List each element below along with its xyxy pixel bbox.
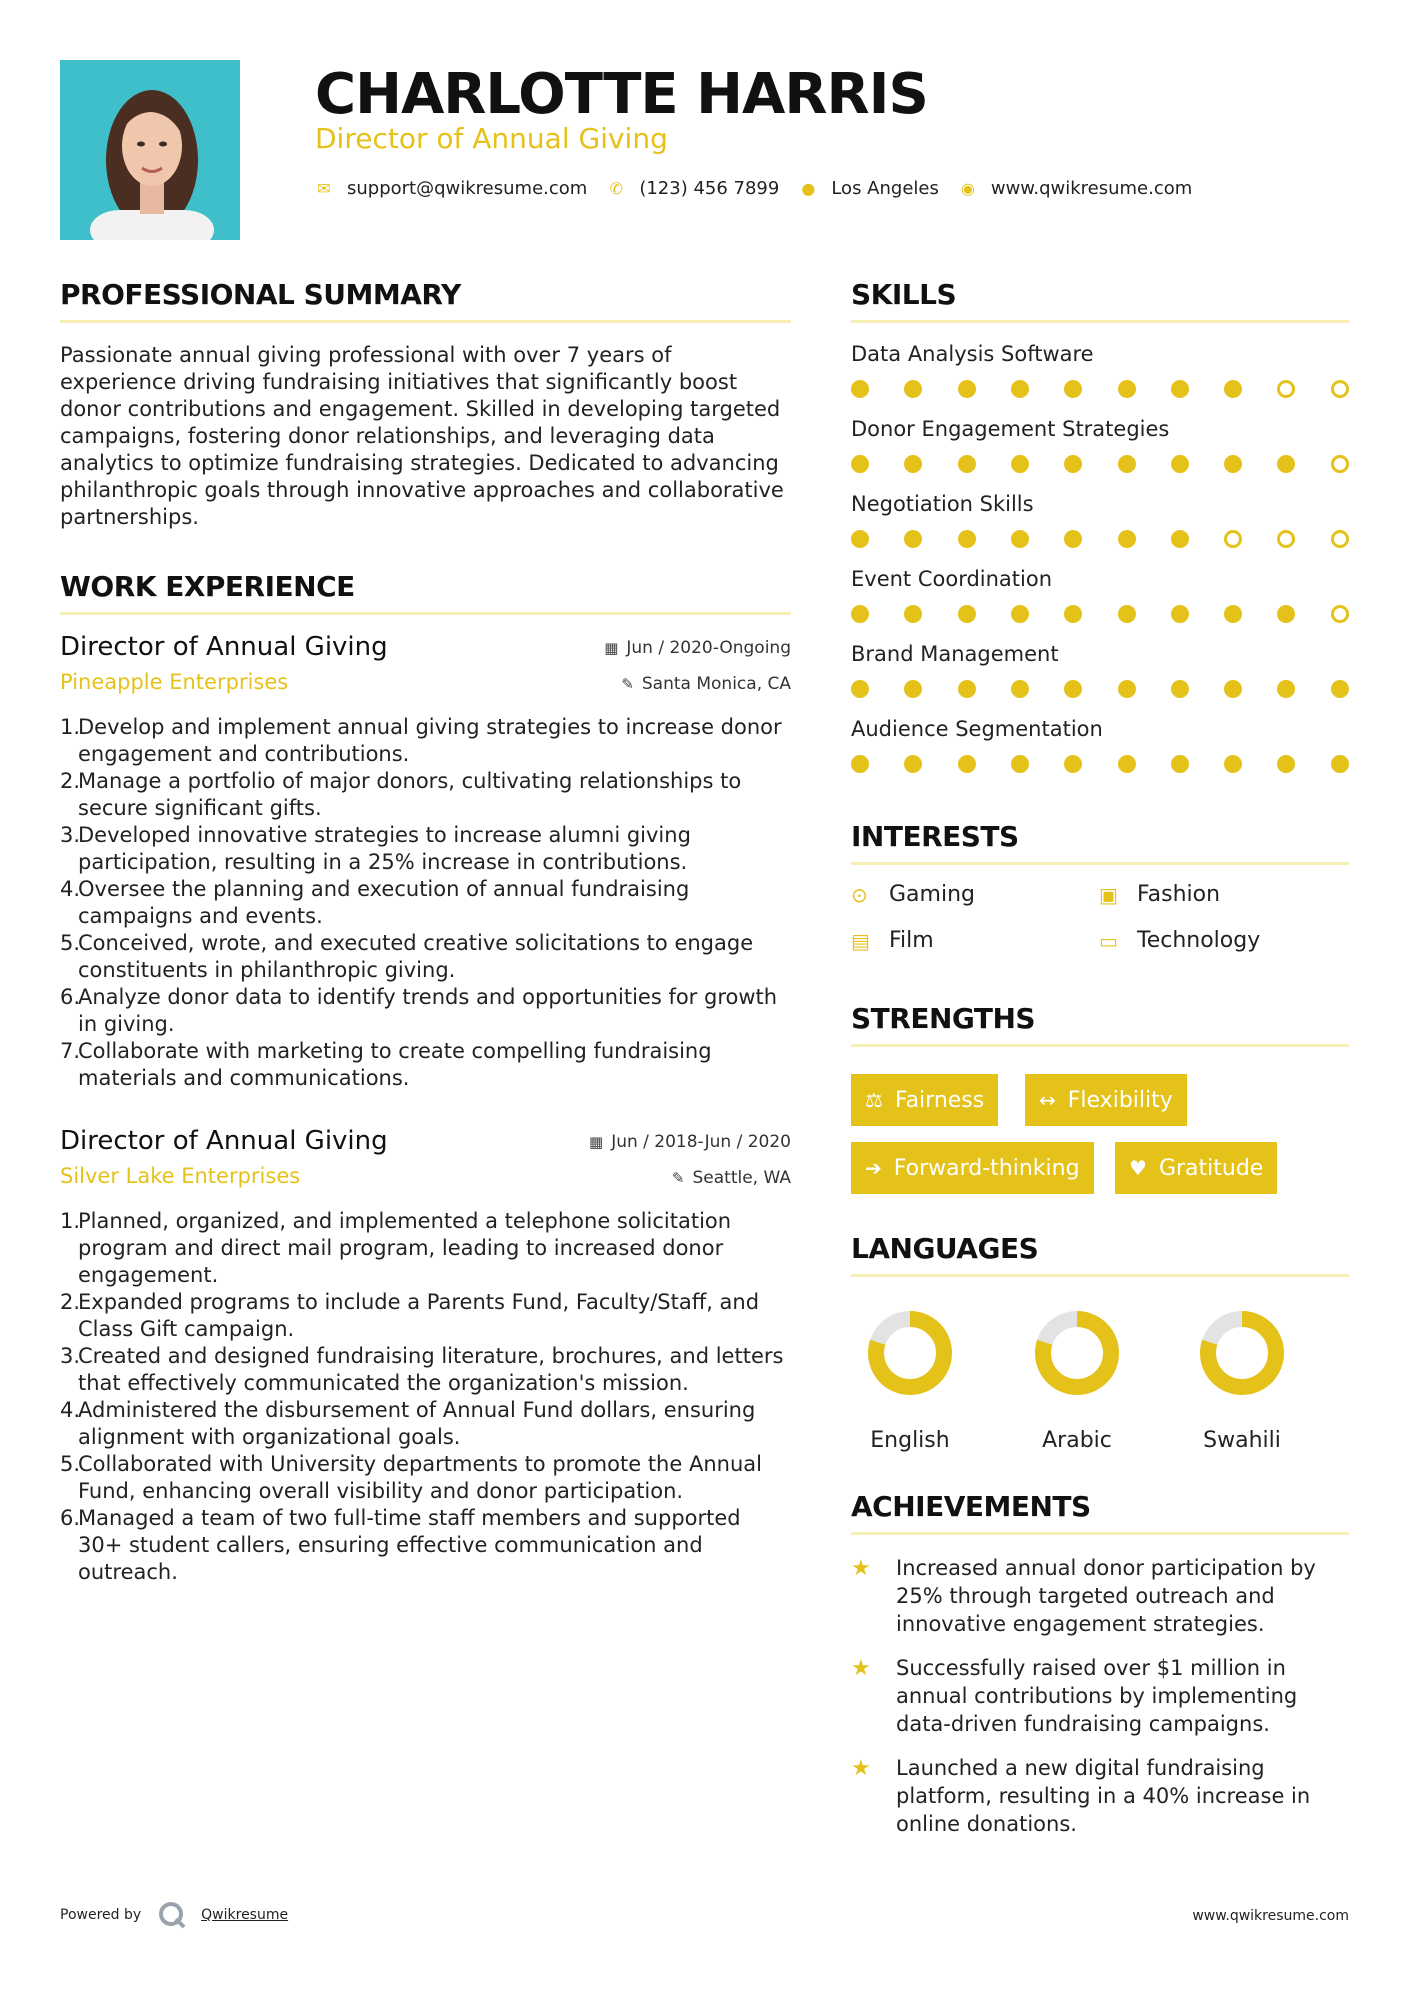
skill-dot-empty: [1331, 455, 1349, 473]
language-gauge: [865, 1308, 955, 1398]
list-item: 3. Created and designed fundraising literature, brochures, and letters that effectively communicated the organization's mission.: [60, 1344, 784, 1395]
job-location: [621, 674, 791, 694]
skill-dot-filled: [1224, 755, 1242, 773]
email-text: support@qwikresume.com: [347, 178, 588, 199]
language-name: English: [870, 1428, 950, 1453]
skill-name: Audience Segmentation: [851, 717, 1103, 741]
job-location-text: Seattle, WA: [692, 1168, 791, 1188]
shooting-star-icon: ★: [851, 1556, 871, 1581]
language-name: Swahili: [1203, 1428, 1281, 1453]
interest-item: [851, 882, 975, 907]
skills-heading: SKILLS: [851, 278, 957, 311]
list-item: 6. Managed a team of two full-time staff members and supported 30+ student callers, ensuring effective communication and outreach.: [60, 1506, 741, 1584]
strength-label: Fairness: [894, 1087, 985, 1113]
skill-dot-filled: [1331, 680, 1349, 698]
job-location-text: Santa Monica, CA: [641, 674, 791, 694]
skill-dot-filled: [958, 680, 976, 698]
skill-rating: [851, 680, 1349, 698]
skill-dot-empty: [1277, 530, 1295, 548]
interests-heading: INTERESTS: [851, 820, 1019, 853]
strength-label: Flexibility: [1067, 1087, 1173, 1113]
experience-divider: [60, 612, 791, 615]
skill-dot-filled: [958, 605, 976, 623]
skill-dot-filled: [851, 755, 869, 773]
candidate-role: Director of Annual Giving: [315, 122, 668, 155]
skill-dot-filled: [1064, 380, 1082, 398]
skill-dot-filled: [1064, 755, 1082, 773]
skill-dot-filled: [1118, 530, 1136, 548]
summary-heading: PROFESSIONAL SUMMARY: [60, 278, 461, 311]
skill-dot-filled: [1277, 605, 1295, 623]
achievement-item: [851, 1654, 1349, 1738]
skill-row: [851, 492, 1349, 522]
skill-dot-filled: [958, 755, 976, 773]
skill-dot-filled: [1011, 530, 1029, 548]
strength-tag: [1025, 1074, 1187, 1126]
job-title: Director of Annual Giving: [60, 632, 388, 662]
skill-dot-filled: [851, 455, 869, 473]
skill-dot-filled: [851, 380, 869, 398]
skill-name: Event Coordination: [851, 567, 1053, 591]
contact-email[interactable]: [315, 178, 587, 199]
skill-dot-filled: [1011, 680, 1029, 698]
job-date-text: Jun / 2018-Jun / 2020: [611, 1132, 791, 1152]
shopping-bag-icon: ▣: [1099, 882, 1118, 907]
skill-dot-filled: [1064, 530, 1082, 548]
contact-bar: [315, 178, 1212, 199]
calendar-icon: ▦: [589, 1133, 604, 1151]
job-company: Pineapple Enterprises: [60, 670, 289, 694]
skill-dot-filled: [1118, 755, 1136, 773]
skill-dot-filled: [1011, 605, 1029, 623]
job-entry: [60, 1126, 791, 1646]
skill-dot-filled: [1064, 455, 1082, 473]
skill-rating: [851, 530, 1349, 548]
pin-icon: ✎: [671, 1169, 685, 1187]
skill-dot-filled: [1171, 605, 1189, 623]
job-entry: [60, 632, 791, 1102]
skill-dot-empty: [1331, 530, 1349, 548]
skill-name: Negotiation Skills: [851, 492, 1034, 516]
language-item: [1022, 1308, 1132, 1453]
job-title: Director of Annual Giving: [60, 1126, 388, 1156]
summary-divider: [60, 320, 791, 323]
skill-row: [851, 567, 1349, 597]
language-item: [1187, 1308, 1297, 1453]
achievement-text: Successfully raised over $1 million in annual contributions by implementing data-driven fundraising campaigns.: [896, 1656, 1298, 1736]
list-item: 1. Planned, organized, and implemented a telephone solicitation program and direct mail program, leading to increased donor engagement.: [60, 1209, 732, 1287]
arrow-right-icon: ➔: [865, 1156, 882, 1180]
interest-label: Fashion: [1137, 882, 1221, 907]
skill-dot-filled: [1118, 380, 1136, 398]
skill-rating: [851, 605, 1349, 623]
contact-location: [799, 178, 939, 199]
skill-name: Data Analysis Software: [851, 342, 1094, 366]
summary-text: Passionate annual giving professional with over 7 years of experience driving fundraising initiatives that significantly boost donor contributions and engagement. Skilled in developing targeted campaigns, fostering donor relationships, and leveraging data analytics to optimize fundraising strategies. Dedicated to advancing philanthropic goals through innovative approaches and collaborative partnerships.: [60, 343, 784, 529]
skill-dot-filled: [1171, 530, 1189, 548]
skills-divider: [851, 320, 1349, 323]
candidate-name: CHARLOTTE HARRIS: [315, 62, 928, 127]
skill-dot-filled: [1064, 605, 1082, 623]
interest-item: [1099, 882, 1220, 907]
achievements-divider: [851, 1532, 1349, 1535]
list-item: 4. Oversee the planning and execution of annual fundraising campaigns and events.: [60, 877, 690, 928]
skill-dot-filled: [1171, 680, 1189, 698]
envelope-icon: ✉: [317, 179, 331, 198]
strength-label: Gratitude: [1158, 1155, 1264, 1181]
brand-link[interactable]: Qwikresume: [201, 1907, 289, 1923]
job-date: [604, 638, 791, 658]
skill-dot-empty: [1331, 605, 1349, 623]
profile-photo: [60, 60, 240, 240]
skill-dot-filled: [1064, 680, 1082, 698]
skill-dot-filled: [1224, 680, 1242, 698]
skill-name: Donor Engagement Strategies: [851, 417, 1170, 441]
footer-branding: [60, 1900, 288, 1930]
skill-rating: [851, 755, 1349, 773]
footer-website[interactable]: www.qwikresume.com: [1192, 1908, 1349, 1924]
arrows-horizontal-icon: ↔: [1039, 1088, 1056, 1112]
language-name: Arabic: [1042, 1428, 1112, 1453]
calendar-icon: ▦: [604, 639, 619, 657]
skill-dot-filled: [1118, 680, 1136, 698]
skill-dot-filled: [1171, 455, 1189, 473]
skill-dot-filled: [1171, 755, 1189, 773]
pin-icon: ✎: [621, 675, 634, 693]
skill-dot-filled: [1277, 455, 1295, 473]
skill-dot-filled: [851, 680, 869, 698]
skill-dot-filled: [1277, 680, 1295, 698]
strength-tag: [1115, 1142, 1277, 1194]
skill-dot-empty: [1224, 530, 1242, 548]
list-item: 2. Manage a portfolio of major donors, cultivating relationships to secure significant gifts.: [60, 769, 742, 820]
skill-dot-filled: [851, 530, 869, 548]
skill-dot-filled: [904, 755, 922, 773]
skill-dot-filled: [1331, 755, 1349, 773]
interests-divider: [851, 862, 1349, 865]
heart-icon: ♥: [1129, 1156, 1147, 1180]
skill-dot-filled: [958, 380, 976, 398]
language-gauge: [1197, 1308, 1287, 1398]
list-item: 5. Collaborated with University departments to promote the Annual Fund, enhancing overall visibility and donor participation.: [60, 1452, 762, 1503]
skill-dot-filled: [1118, 605, 1136, 623]
skill-dot-filled: [904, 605, 922, 623]
achievements-heading: ACHIEVEMENTS: [851, 1490, 1091, 1523]
skill-dot-empty: [1277, 380, 1295, 398]
avatar: [60, 60, 240, 240]
contact-website[interactable]: [959, 178, 1192, 199]
list-item: 3. Developed innovative strategies to increase alumni giving participation, resulting in a 25% increase in contributions.: [60, 823, 691, 874]
strength-label: Forward-thinking: [893, 1155, 1080, 1181]
phone-text: (123) 456 7899: [639, 178, 780, 199]
list-item: 2. Expanded programs to include a Parents Fund, Faculty/Staff, and Class Gift campaign.: [60, 1290, 760, 1341]
gamepad-icon: ⊙: [851, 882, 868, 907]
strengths-heading: STRENGTHS: [851, 1002, 1036, 1035]
balance-scale-icon: ⚖: [865, 1088, 883, 1112]
skill-dot-filled: [1224, 455, 1242, 473]
list-item: 1. Develop and implement annual giving strategies to increase donor engagement and contributions.: [60, 715, 782, 766]
languages-divider: [851, 1274, 1349, 1277]
languages-heading: LANGUAGES: [851, 1232, 1039, 1265]
achievement-item: [851, 1754, 1349, 1838]
qwikresume-logo-icon: [157, 1900, 187, 1930]
skill-dot-filled: [958, 455, 976, 473]
strength-tag: [851, 1074, 998, 1126]
skill-rating: [851, 455, 1349, 473]
skill-dot-filled: [904, 380, 922, 398]
strength-tag: [851, 1142, 1094, 1194]
experience-heading: WORK EXPERIENCE: [60, 570, 355, 603]
strengths-divider: [851, 1044, 1349, 1047]
globe-icon: ◉: [960, 179, 975, 198]
list-item: 4. Administered the disbursement of Annual Fund dollars, ensuring alignment with organizational goals.: [60, 1398, 756, 1449]
interest-item: [1099, 928, 1260, 953]
achievement-item: [851, 1554, 1349, 1638]
shooting-star-icon: ★: [851, 1656, 871, 1681]
skill-dot-filled: [1011, 755, 1029, 773]
skill-dot-filled: [851, 605, 869, 623]
skill-name: Brand Management: [851, 642, 1059, 666]
film-icon: ▤: [851, 928, 870, 953]
interest-item: [851, 928, 934, 953]
skill-dot-filled: [1118, 455, 1136, 473]
phone-icon: ✆: [609, 179, 624, 198]
achievement-text: Increased annual donor participation by 25% through targeted outreach and innovative engagement strategies.: [896, 1556, 1316, 1636]
job-duties: [60, 1208, 791, 1586]
skill-dot-filled: [904, 680, 922, 698]
skill-dot-filled: [1171, 380, 1189, 398]
skill-dot-filled: [1011, 380, 1029, 398]
map-pin-icon: ●: [801, 179, 816, 198]
contact-phone: [607, 178, 779, 199]
language-item: [855, 1308, 965, 1453]
skill-dot-filled: [904, 530, 922, 548]
skill-dot-filled: [1224, 380, 1242, 398]
laptop-icon: ▭: [1099, 928, 1118, 953]
location-text: Los Angeles: [831, 178, 939, 199]
skill-dot-filled: [904, 455, 922, 473]
skill-row: [851, 717, 1349, 747]
job-date-text: Jun / 2020-Ongoing: [626, 638, 791, 658]
skill-row: [851, 642, 1349, 672]
interest-label: Film: [889, 928, 934, 953]
powered-by-label: Powered by: [60, 1907, 142, 1923]
interest-label: Gaming: [889, 882, 975, 907]
language-gauge: [1032, 1308, 1122, 1398]
skill-dot-filled: [1224, 605, 1242, 623]
list-item: 7. Collaborate with marketing to create compelling fundraising materials and communications.: [60, 1039, 712, 1090]
job-location: [672, 1168, 791, 1188]
skill-dot-empty: [1331, 380, 1349, 398]
skill-dot-filled: [958, 530, 976, 548]
website-text: www.qwikresume.com: [990, 178, 1193, 199]
job-duties: [60, 714, 791, 1092]
achievement-text: Launched a new digital fundraising platform, resulting in a 40% increase in online donations.: [896, 1756, 1311, 1836]
skill-rating: [851, 380, 1349, 398]
list-item: 5. Conceived, wrote, and executed creative solicitations to engage constituents in philanthropic giving.: [60, 931, 754, 982]
skill-dot-filled: [1011, 455, 1029, 473]
skill-row: [851, 342, 1349, 372]
shooting-star-icon: ★: [851, 1756, 871, 1781]
job-company: Silver Lake Enterprises: [60, 1164, 301, 1188]
list-item: 6. Analyze donor data to identify trends and opportunities for growth in giving.: [60, 985, 778, 1036]
interest-label: Technology: [1137, 928, 1261, 953]
job-date: [589, 1132, 791, 1152]
skill-dot-filled: [1277, 755, 1295, 773]
skill-row: [851, 417, 1349, 447]
